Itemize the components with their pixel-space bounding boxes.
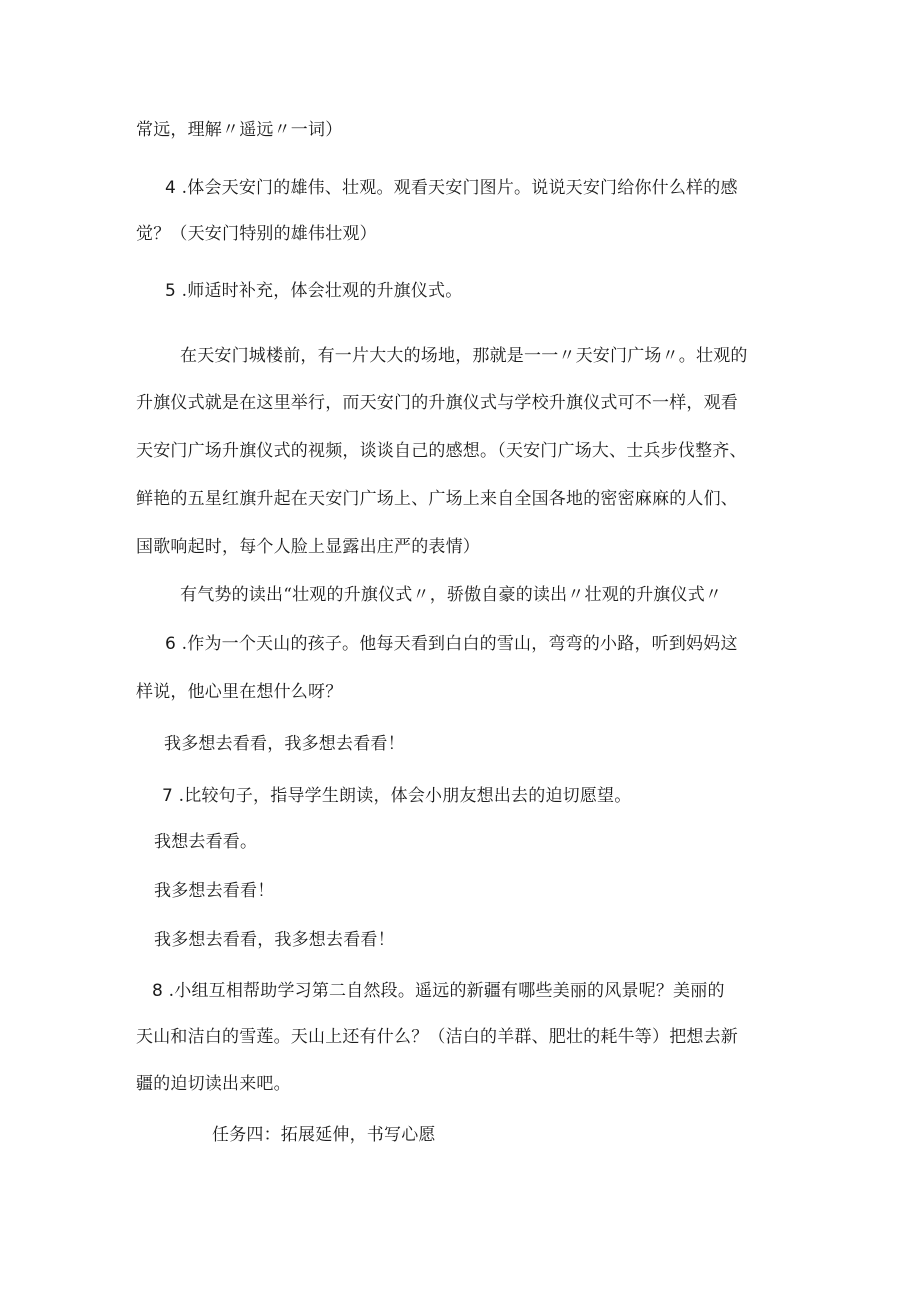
list-number: 6 [165, 634, 177, 654]
text-line: .小组互相帮助学习第二自然段。遥远的新疆有哪些美丽的风景呢？美丽的 [168, 981, 725, 1001]
text-line: 国歌响起时，每个人脸上显露出庄严的表情） [136, 537, 480, 557]
text-line: 我多想去看看，我多想去看看！ [164, 734, 405, 754]
list-number: 5 [165, 281, 177, 301]
text-line: 我想去看看。 [154, 832, 258, 852]
list-number: 8 [152, 981, 164, 1001]
list-item-6 [165, 632, 738, 656]
text-line: .师适时补充，体会壮观的升旗仪式。 [181, 281, 463, 301]
text-line: .比较句子，指导学生朗读，体会小朋友想出去的迫切愿望。 [178, 786, 632, 806]
list-number: 7 [162, 786, 174, 806]
section-heading: 任务四：拓展延伸，书写心愿 [212, 1125, 436, 1145]
text-line: 我多想去看看！ [154, 881, 275, 901]
text-line: 我多想去看看，我多想去看看！ [154, 930, 395, 950]
text-line: 在天安门城楼前，有一片大大的场地，那就是一一〃天安门广场〃。壮观的 [180, 346, 748, 366]
text-line: 天山和洁白的雪莲。天山上还有什么？（洁白的羊群、肥壮的耗牛等）把想去新 [136, 1027, 738, 1047]
text-line: 鲜艳的五星红旗升起在天安门广场上、广场上来自全国各地的密密麻麻的人们、 [136, 489, 738, 509]
text-line: 觉？（天安门特别的雄伟壮观） [136, 224, 377, 244]
text-line: 天安门广场升旗仪式的视频，谈谈自己的感想。（天安门广场大、士兵步伐整齐、 [136, 441, 747, 461]
text-line: 有气势的读出“壮观的升旗仪式〃，骄傲自豪的读出〃壮观的升旗仪式〃 [180, 585, 723, 605]
text-line: 常远，理解〃遥远〃一词） [136, 120, 343, 140]
text-line: 样说，他心里在想什么呀？ [136, 682, 343, 702]
list-item-4 [165, 176, 738, 200]
text-line: 升旗仪式就是在这里举行，而天安门的升旗仪式与学校升旗仪式可不一样，观看 [136, 393, 738, 413]
list-item-5 [165, 279, 462, 303]
list-number: 4 [165, 178, 177, 198]
text-line: .作为一个天山的孩子。他每天看到白白的雪山，弯弯的小路，听到妈妈这 [181, 634, 738, 654]
list-item-8 [152, 979, 725, 1003]
text-line: 疆的迫切读出来吧。 [136, 1074, 291, 1094]
text-line: .体会天安门的雄伟、壮观。观看天安门图片。说说天安门给你什么样的感 [181, 178, 738, 198]
list-item-7 [162, 784, 631, 808]
